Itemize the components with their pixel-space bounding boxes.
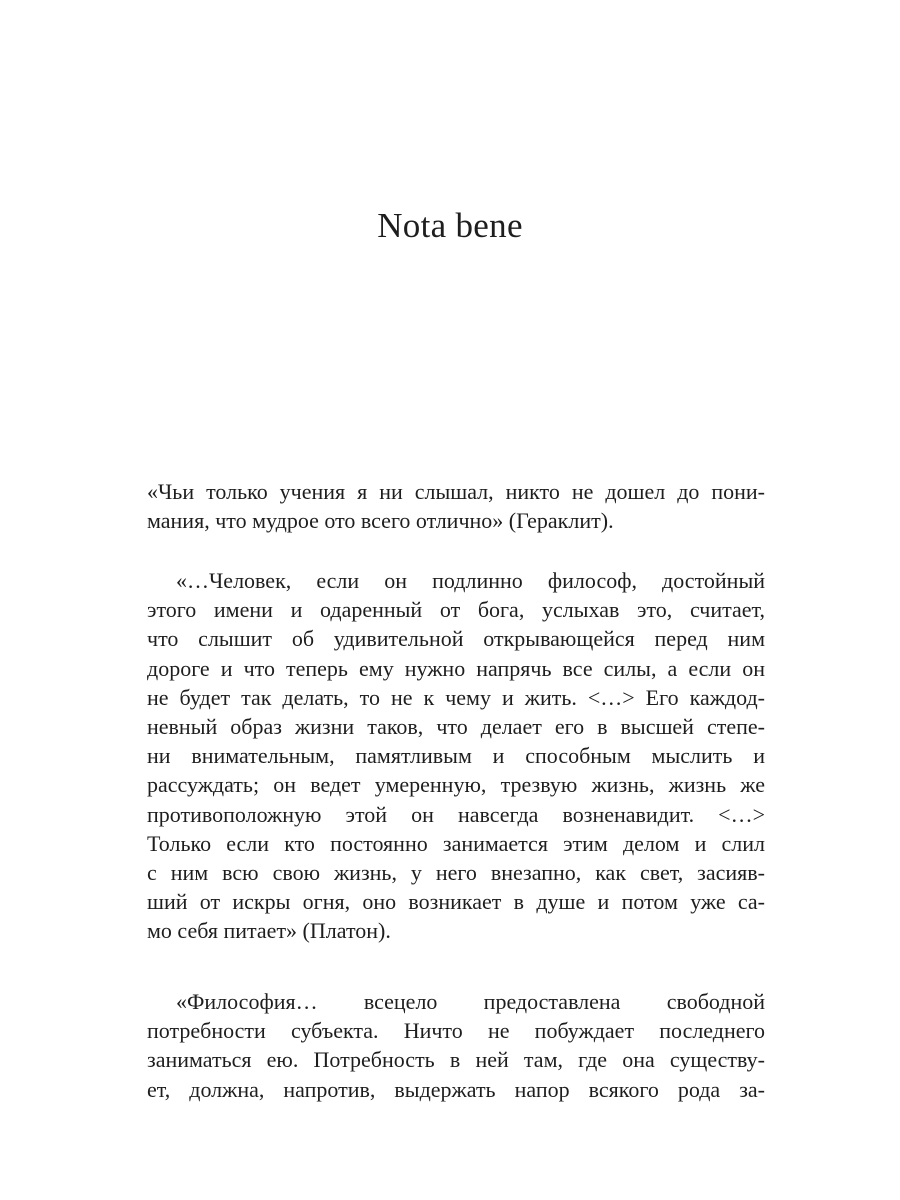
text-line: противоположную этой он навсегда возненавидит. <…> bbox=[147, 801, 765, 827]
text-line: потребности субъекта. Ничто не побуждает последнего bbox=[147, 1018, 765, 1044]
text-line: что слышит об удивительной открывающейся перед ним bbox=[147, 626, 765, 652]
paragraph-heraclitus-quote bbox=[147, 477, 765, 535]
text-line: не будет так делать, то не к чему и жить. <…> Его каждод- bbox=[147, 684, 765, 710]
text-line: невный образ жизни таков, что делает его в высшей степе- bbox=[147, 714, 765, 740]
text-line: мания, что мудрое ото всего отлично» (Гераклит). bbox=[147, 508, 614, 534]
text-line: дороге и что теперь ему нужно напрячь все силы, а если он bbox=[147, 655, 765, 681]
text-line: рассуждать; он ведет умеренную, трезвую жизнь, жизнь же bbox=[147, 772, 765, 798]
paragraph-philosophy-quote bbox=[147, 987, 765, 1104]
text-line: ший от искры огня, оно возникает в душе и потом уже са- bbox=[147, 889, 765, 915]
paragraph-plato-quote bbox=[147, 566, 765, 946]
text-line: ни внимательным, памятливым и способным мыслить и bbox=[147, 743, 765, 769]
text-line: ет, должна, напротив, выдержать напор всякого рода за- bbox=[147, 1076, 765, 1102]
text-line: этого имени и одаренный от бога, услыхав это, считает, bbox=[147, 597, 765, 623]
text-line: «…Человек, если он подлинно философ, достойный bbox=[176, 568, 765, 593]
text-line: Только если кто постоянно занимается этим делом и слил bbox=[147, 830, 765, 856]
text-line: «Чьи только учения я ни слышал, никто не дошел до пони- bbox=[147, 479, 765, 504]
page-title: Nota bene bbox=[377, 206, 523, 245]
text-line: с ним всю свою жизнь, у него внезапно, как свет, засияв- bbox=[147, 860, 765, 886]
text-line: мо себя питает» (Платон). bbox=[147, 918, 391, 944]
text-line: заниматься ею. Потребность в ней там, где она существу- bbox=[147, 1047, 765, 1073]
text-line: «Философия… всецело предоставлена свободной bbox=[176, 989, 765, 1014]
